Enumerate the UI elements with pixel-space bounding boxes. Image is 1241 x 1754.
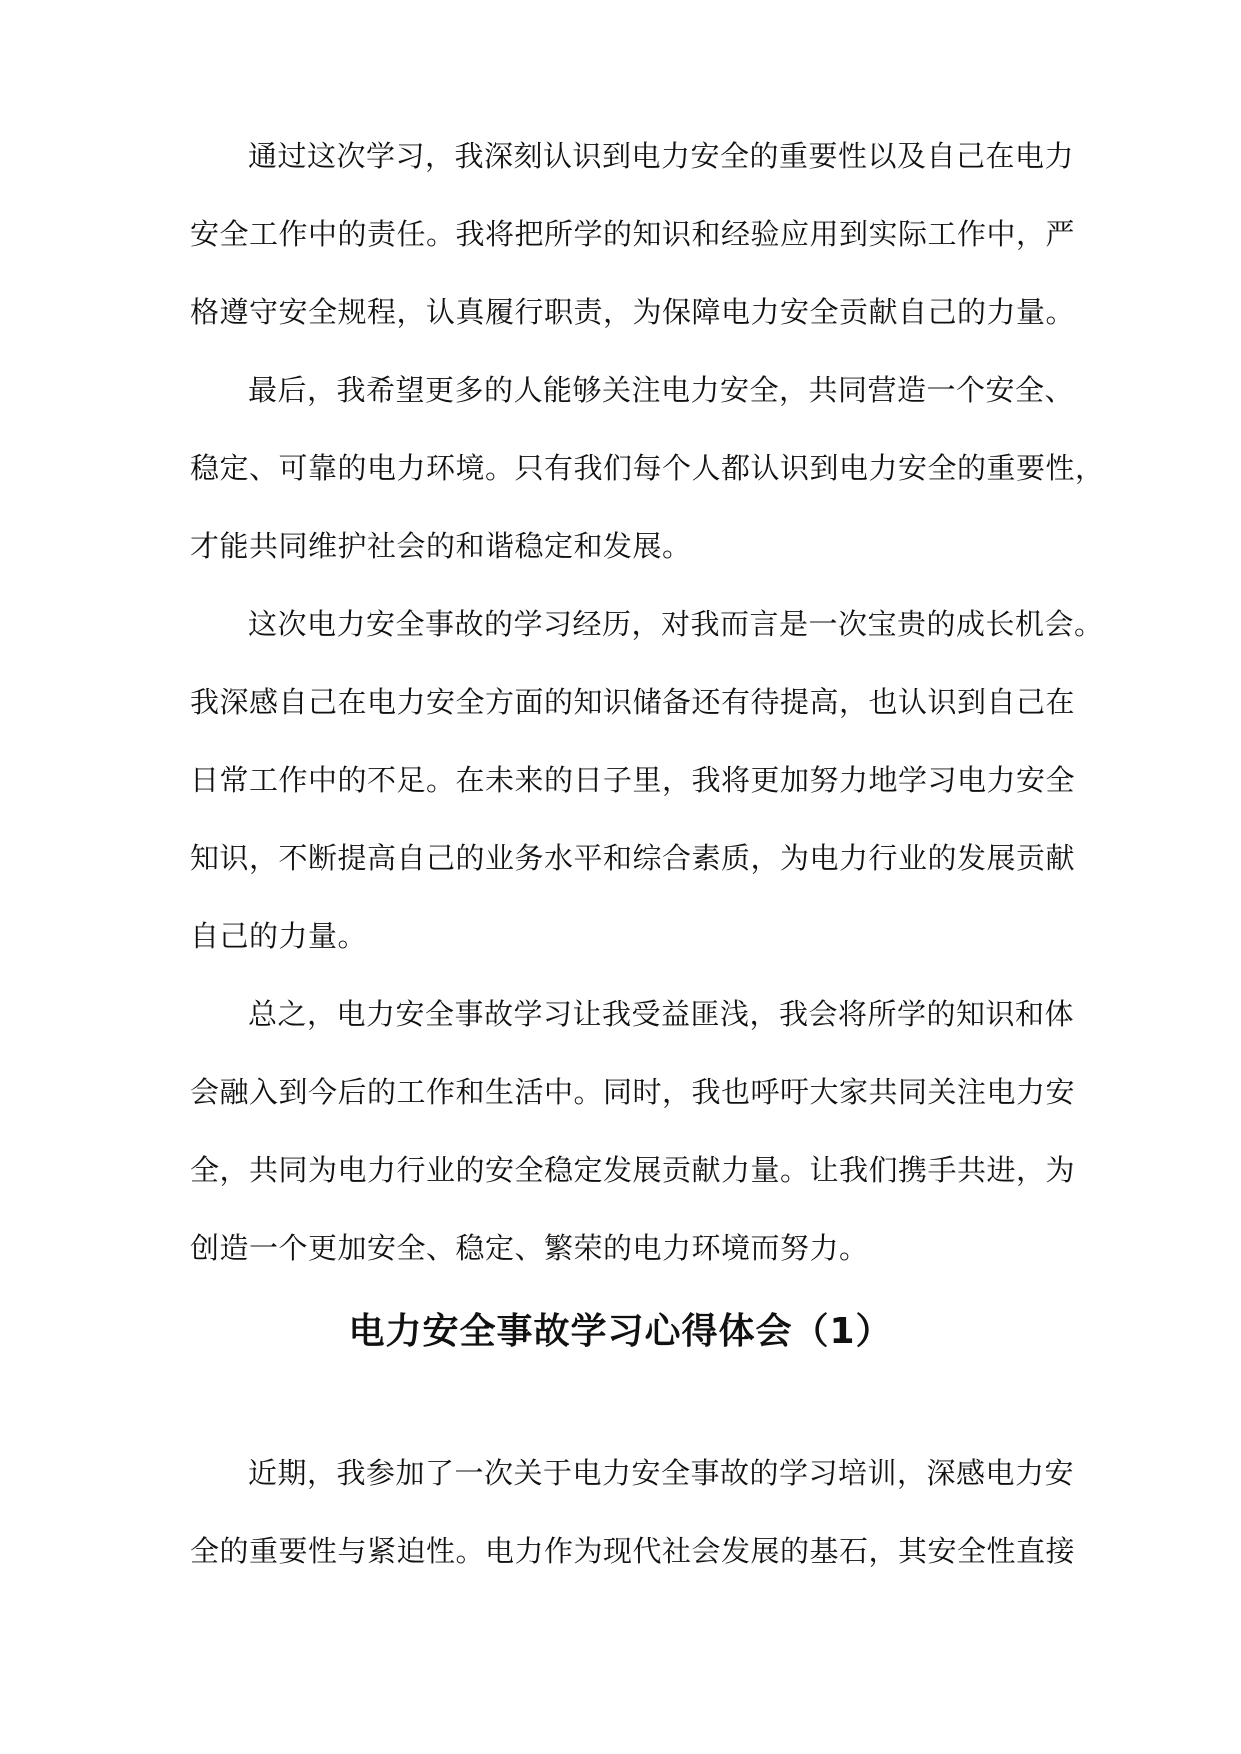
paragraph-5-line-2: 全的重要性与紧迫性。电力作为现代社会发展的基石，其安全性直接 <box>190 1534 1076 1568</box>
paragraph-1-line-1: 通过这次学习，我深刻认识到电力安全的重要性以及自己在电力 <box>248 139 1075 173</box>
paragraph-3-line-5: 自己的力量。 <box>190 919 368 953</box>
paragraph-4-line-1: 总之，电力安全事故学习让我受益匪浅，我会将所学的知识和体 <box>248 997 1075 1031</box>
paragraph-4-line-3: 全，共同为电力行业的安全稳定发展贡献力量。让我们携手共进，为 <box>190 1153 1076 1187</box>
paragraph-2-line-3: 才能共同维护社会的和谐稳定和发展。 <box>190 529 692 563</box>
paragraph-4-line-2: 会融入到今后的工作和生活中。同时，我也呼吁大家共同关注电力安 <box>190 1075 1076 1109</box>
paragraph-4-line-4: 创造一个更加安全、稳定、繁荣的电力环境而努力。 <box>190 1231 869 1265</box>
paragraph-2-line-1: 最后，我希望更多的人能够关注电力安全，共同营造一个安全、 <box>248 373 1075 407</box>
paragraph-1-line-2: 安全工作中的责任。我将把所学的知识和经验应用到实际工作中，严 <box>190 217 1076 251</box>
paragraph-5-line-1: 近期，我参加了一次关于电力安全事故的学习培训，深感电力安 <box>248 1456 1075 1490</box>
section-heading: 电力安全事故学习心得体会（1） <box>348 1311 893 1352</box>
paragraph-1-line-3: 格遵守安全规程，认真履行职责，为保障电力安全贡献自己的力量。 <box>190 295 1076 329</box>
paragraph-3-line-2: 我深感自己在电力安全方面的知识储备还有待提高，也认识到自己在 <box>190 685 1076 719</box>
paragraph-3-line-1: 这次电力安全事故的学习经历，对我而言是一次宝贵的成长机会。 <box>248 607 1104 641</box>
paragraph-3-line-3: 日常工作中的不足。在未来的日子里，我将更加努力地学习电力安全 <box>190 763 1076 797</box>
paragraph-3-line-4: 知识，不断提高自己的业务水平和综合素质，为电力行业的发展贡献 <box>190 841 1076 875</box>
paragraph-2-line-2: 稳定、可靠的电力环境。只有我们每个人都认识到电力安全的重要性， <box>190 451 1105 485</box>
